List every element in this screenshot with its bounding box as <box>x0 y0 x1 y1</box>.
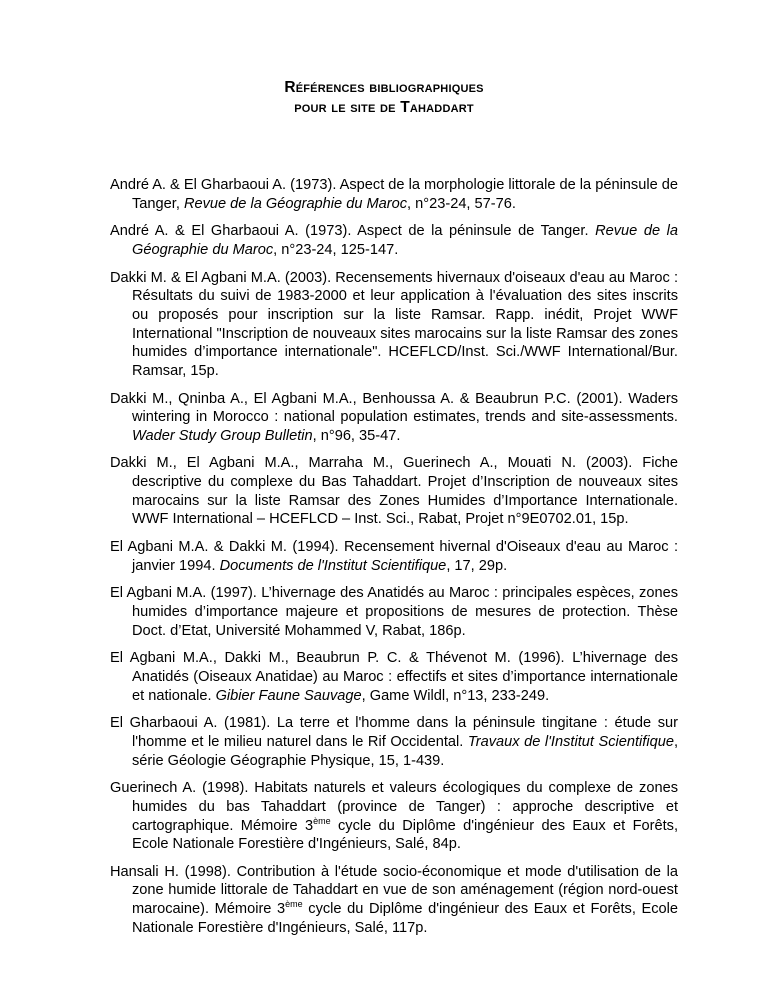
reference-entry: El Agbani M.A. (1997). L’hivernage des Anatidés au Maroc : principales espèces, zones humides d’importance majeure et propositions de mesures de protection. Thèse Doct. d’Etat, Université Mohammed V, Rabat, 186p. <box>110 585 678 639</box>
reference-entry: Dakki M., Qninba A., El Agbani M.A., Benhoussa A. & Beaubrun P.C. (2001). Waders wintering in Morocco : national population estimates, trends and site-assessments. Wader Study Group Bulletin, n°96, 35-47. <box>110 390 678 444</box>
reference-entry: El Agbani M.A. & Dakki M. (1994). Recensement hivernal d'Oiseaux d'eau au Maroc : janvier 1994. Documents de l'Institut Scientifique, 17, 29p. <box>110 539 678 574</box>
reference-entry: El Agbani M.A., Dakki M., Beaubrun P. C. & Thévenot M. (1996). L’hivernage des Anatidés (Oiseaux Anatidae) au Maroc : effectifs et sites d’importance internationale et nationale. Gibier Faune Sauvage, Game Wildl, n°13, 233-249. <box>110 650 678 704</box>
reference-entry: Dakki M., El Agbani M.A., Marraha M., Guerinech A., Mouati N. (2003). Fiche descriptive du complexe du Bas Tahaddart. Projet d’Inscription de nouveaux sites marocains sur la liste Ramsar des Zones Humides d’Importance Internationale. WWF International – HCEFLCD – Inst. Sci., Rabat, Projet n°9E0702.01, 15p. <box>110 455 678 528</box>
reference-entry: André A. & El Gharbaoui A. (1973). Aspect de la morphologie littorale de la péninsule de Tanger, Revue de la Géographie du Maroc, n°23-24, 57-76. <box>110 177 678 212</box>
document-title: Références bibliographiques <box>284 79 484 96</box>
reference-entry: Guerinech A. (1998). Habitats naturels et valeurs écologiques du complexe de zones humides du bas Tahaddart (province de Tanger) : approche descriptive et cartographique. Mémoire 3ème cycle du Diplôme d'ingénieur des Eaux et Forêts, Ecole Nationale Forestière d'Ingénieurs, Salé, 84p. <box>110 780 679 853</box>
document-subtitle: pour le site de Tahaddart <box>294 99 474 116</box>
reference-entry: Hansali H. (1998). Contribution à l'étude socio-économique et mode d'utilisation de la zone humide littorale de Tahaddart en vue de son aménagement (région nord-ouest marocaine). Mémoire 3ème cycle du Diplôme d'ingénieur des Eaux et Forêts, Ecole Nationale Forestière d'Ingénieurs, Salé, 117p. <box>110 863 678 936</box>
reference-entry: El Gharbaoui A. (1981). La terre et l'homme dans la péninsule tingitane : étude sur l'homme et le milieu naturel dans le Rif Occidental. Travaux de l'Institut Scientifique, série Géologie Géographie Physique, 15, 1-439. <box>110 715 679 769</box>
reference-entry: Dakki M. & El Agbani M.A. (2003). Recensements hivernaux d'oiseaux d'eau au Maroc : Résultats du suivi de 1983-2000 et leur application à l'évaluation des sites inscrits ou proposés pour inscription sur la liste Ramsar. Rapp. inédit, Projet WWF International "Inscription de nouveaux sites marocains sur la liste Ramsar des zones humides d’importance internationale". HCEFLCD/Inst. Sci./WWF International/Bur. Ramsar, 15p. <box>110 269 678 379</box>
reference-list <box>110 176 678 946</box>
reference-entry: André A. & El Gharbaoui A. (1973). Aspect de la péninsule de Tanger. Revue de la Géographie du Maroc, n°23-24, 125-147. <box>110 223 678 258</box>
